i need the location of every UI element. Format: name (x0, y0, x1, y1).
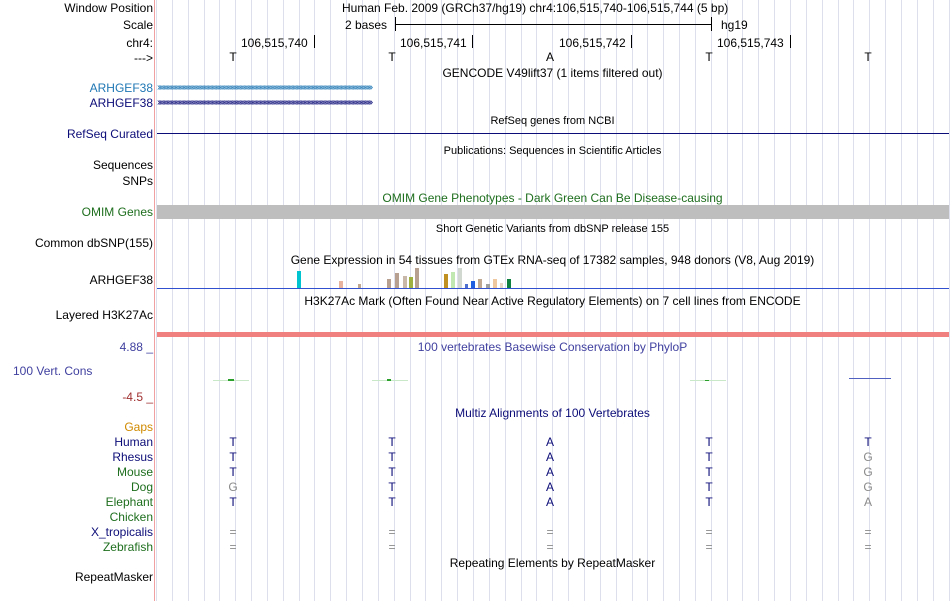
alignment-base: T (229, 435, 237, 449)
strand-label: ---> (134, 51, 153, 65)
position-tick-2 (472, 35, 473, 48)
gencode-gene-feature-1[interactable]: ››››››››››››››››››››››››››››››››››››››››››››››››››››››››››››››››››››››››››››››››››››››››››››››››››››››››››››››››››››››››››››››››››››››››››››››››››››››››››››››››› (157, 83, 372, 93)
ref-base-1: T (229, 50, 237, 64)
gtex-label[interactable]: ARHGEF38 (89, 273, 153, 287)
alignment-base: T (705, 465, 713, 479)
repeatmasker-track-title[interactable]: Repeating Elements by RepeatMasker (449, 556, 656, 570)
gencode-track-title[interactable]: GENCODE V49lift37 (1 items filtered out) (442, 66, 663, 80)
gtex-tissue-bar[interactable] (478, 279, 482, 288)
gtex-tissue-bar[interactable] (403, 276, 407, 288)
alignment-base: = (864, 525, 872, 539)
scale-assembly: hg19 (721, 18, 748, 32)
gtex-tissue-bar[interactable] (297, 271, 301, 288)
position-label-3: 106,515,742 (559, 36, 626, 50)
phylop-track-title[interactable]: 100 vertebrates Basewise Conservation by PhyloP (417, 340, 688, 354)
scale-value: 2 bases (345, 18, 388, 32)
species-label-zebrafish[interactable]: Zebrafish (102, 540, 153, 554)
window-position-label: Window Position (64, 1, 153, 15)
species-label-chicken[interactable]: Chicken (109, 510, 153, 524)
position-label-4: 106,515,743 (717, 36, 784, 50)
scale-bar (396, 24, 711, 25)
gtex-tissue-bar[interactable] (444, 274, 448, 288)
dbsnp-track-title[interactable]: Short Genetic Variants from dbSNP release 155 (435, 223, 670, 235)
alignment-base: A (545, 495, 554, 509)
dbsnp-label[interactable]: Common dbSNP(155) (34, 236, 153, 250)
h3k27ac-label[interactable]: Layered H3K27Ac (55, 308, 153, 322)
scale-bar-right (711, 17, 712, 31)
alignment-base: T (388, 480, 396, 494)
gtex-gene-line (157, 288, 949, 289)
alignment-base: = (705, 525, 713, 539)
alignment-base: A (545, 480, 554, 494)
phylop-max-label: 4.88 _ (119, 340, 153, 354)
gtex-tissue-bar[interactable] (409, 277, 413, 288)
alignment-base: G (863, 465, 873, 479)
alignment-base: T (229, 465, 237, 479)
alignment-base: G (228, 480, 238, 494)
alignment-base: T (388, 450, 396, 464)
alignment-base: G (863, 450, 873, 464)
alignment-base: = (388, 525, 396, 539)
ref-base-5: T (864, 50, 872, 64)
species-label-human[interactable]: Human (114, 435, 153, 449)
alignment-base: = (864, 540, 872, 554)
gtex-tissue-bar[interactable] (451, 272, 455, 288)
gtex-tissue-bar[interactable] (471, 281, 475, 288)
gtex-tissue-bar[interactable] (500, 283, 503, 288)
gtex-tissue-bar[interactable] (387, 279, 391, 288)
species-label-elephant[interactable]: Elephant (105, 495, 153, 509)
gencode-gene-label-1[interactable]: ARHGEF38 (89, 81, 153, 95)
ref-base-2: T (388, 50, 396, 64)
multiz-gaps-label: Gaps (124, 420, 153, 434)
position-tick-4 (790, 35, 791, 48)
position-label-1: 106,515,740 (241, 36, 308, 50)
alignment-base: T (388, 495, 396, 509)
species-label-x-tropicalis[interactable]: X_tropicalis (90, 525, 153, 539)
ref-base-3: A (545, 50, 554, 64)
phylop-min-label: -4.5 _ (122, 390, 153, 404)
multiz-track-title[interactable]: Multiz Alignments of 100 Vertebrates (455, 406, 650, 420)
gtex-tissue-bar[interactable] (507, 279, 511, 288)
gtex-tissue-bar[interactable] (486, 284, 490, 288)
alignment-base: A (863, 495, 872, 509)
h3k27ac-signal[interactable] (157, 332, 949, 337)
alignment-base: = (705, 540, 713, 554)
alignment-base: = (229, 540, 237, 554)
position-tick-3 (631, 35, 632, 48)
refseq-label[interactable]: RefSeq Curated (66, 127, 153, 141)
gtex-tissue-bar[interactable] (358, 284, 361, 288)
alignment-base: A (545, 465, 554, 479)
alignment-base: T (864, 435, 872, 449)
gtex-tissue-bar[interactable] (493, 279, 497, 288)
gtex-tissue-bar[interactable] (458, 268, 462, 288)
alignment-base: = (229, 525, 237, 539)
alignment-base: A (545, 435, 554, 449)
phylop-bar-1 (228, 379, 234, 381)
h3k27ac-track-title[interactable]: H3K27Ac Mark (Often Found Near Active Regulatory Elements) on 7 cell lines from ENCODE (304, 294, 801, 308)
species-label-rhesus[interactable]: Rhesus (112, 450, 153, 464)
phylop-bar-4 (705, 380, 709, 381)
repeatmasker-label[interactable]: RepeatMasker (74, 570, 153, 584)
publications-track-title[interactable]: Publications: Sequences in Scientific Articles (443, 145, 662, 157)
phylop-bar-2 (387, 379, 391, 381)
alignment-base: T (388, 465, 396, 479)
alignment-base: T (705, 480, 713, 494)
position-tick-1 (314, 35, 315, 48)
position-label-2: 106,515,741 (400, 36, 467, 50)
alignment-base: T (705, 495, 713, 509)
alignment-base: T (705, 435, 713, 449)
alignment-base: G (863, 480, 873, 494)
omim-gene-feature[interactable] (157, 205, 949, 219)
window-position-value[interactable]: Human Feb. 2009 (GRCh37/hg19) chr4:106,515,740-106,515,744 (5 bp) (342, 1, 729, 15)
scale-label: Scale (122, 18, 153, 32)
phylop-bar-5 (849, 378, 891, 379)
gtex-tissue-bar[interactable] (465, 284, 468, 288)
refseq-gene-feature[interactable] (157, 133, 949, 134)
alignment-base: T (229, 495, 237, 509)
ref-base-4: T (705, 50, 713, 64)
gencode-gene-feature-2[interactable]: ››››››››››››››››››››››››››››››››››››››››››››››››››››››››››››››››››››››››››››››››››››››››››››››››››››››››››››››››››››››››››››››››››››››››››››››››››››››››››››››››› (157, 98, 372, 108)
gtex-tissue-bar[interactable] (339, 281, 343, 288)
omim-track-title[interactable]: OMIM Gene Phenotypes - Dark Green Can Be Disease-causing (382, 191, 723, 205)
alignment-base: = (546, 540, 554, 554)
publications-label-sequences[interactable]: Sequences (92, 158, 153, 172)
refseq-track-title[interactable]: RefSeq genes from NCBI (490, 115, 615, 127)
alignment-base: T (229, 450, 237, 464)
gtex-tissue-bar[interactable] (415, 268, 419, 288)
alignment-base: = (388, 540, 396, 554)
species-label-dog[interactable]: Dog (130, 480, 153, 494)
alignment-base: A (545, 450, 554, 464)
publications-label-snps[interactable]: SNPs (122, 174, 153, 188)
chrom-label: chr4: (126, 36, 153, 50)
gtex-tissue-bar[interactable] (395, 273, 399, 288)
alignment-base: = (546, 525, 554, 539)
alignment-base: T (388, 435, 396, 449)
phylop-label[interactable]: 100 Vert. Cons (13, 364, 93, 378)
gencode-gene-label-2[interactable]: ARHGEF38 (89, 96, 153, 110)
alignment-base: T (705, 450, 713, 464)
gtex-track-title[interactable]: Gene Expression in 54 tissues from GTEx RNA-seq of 17382 samples, 948 donors (V8, Aug 2019) (290, 253, 815, 267)
omim-label[interactable]: OMIM Genes (81, 205, 153, 219)
species-label-mouse[interactable]: Mouse (116, 465, 153, 479)
